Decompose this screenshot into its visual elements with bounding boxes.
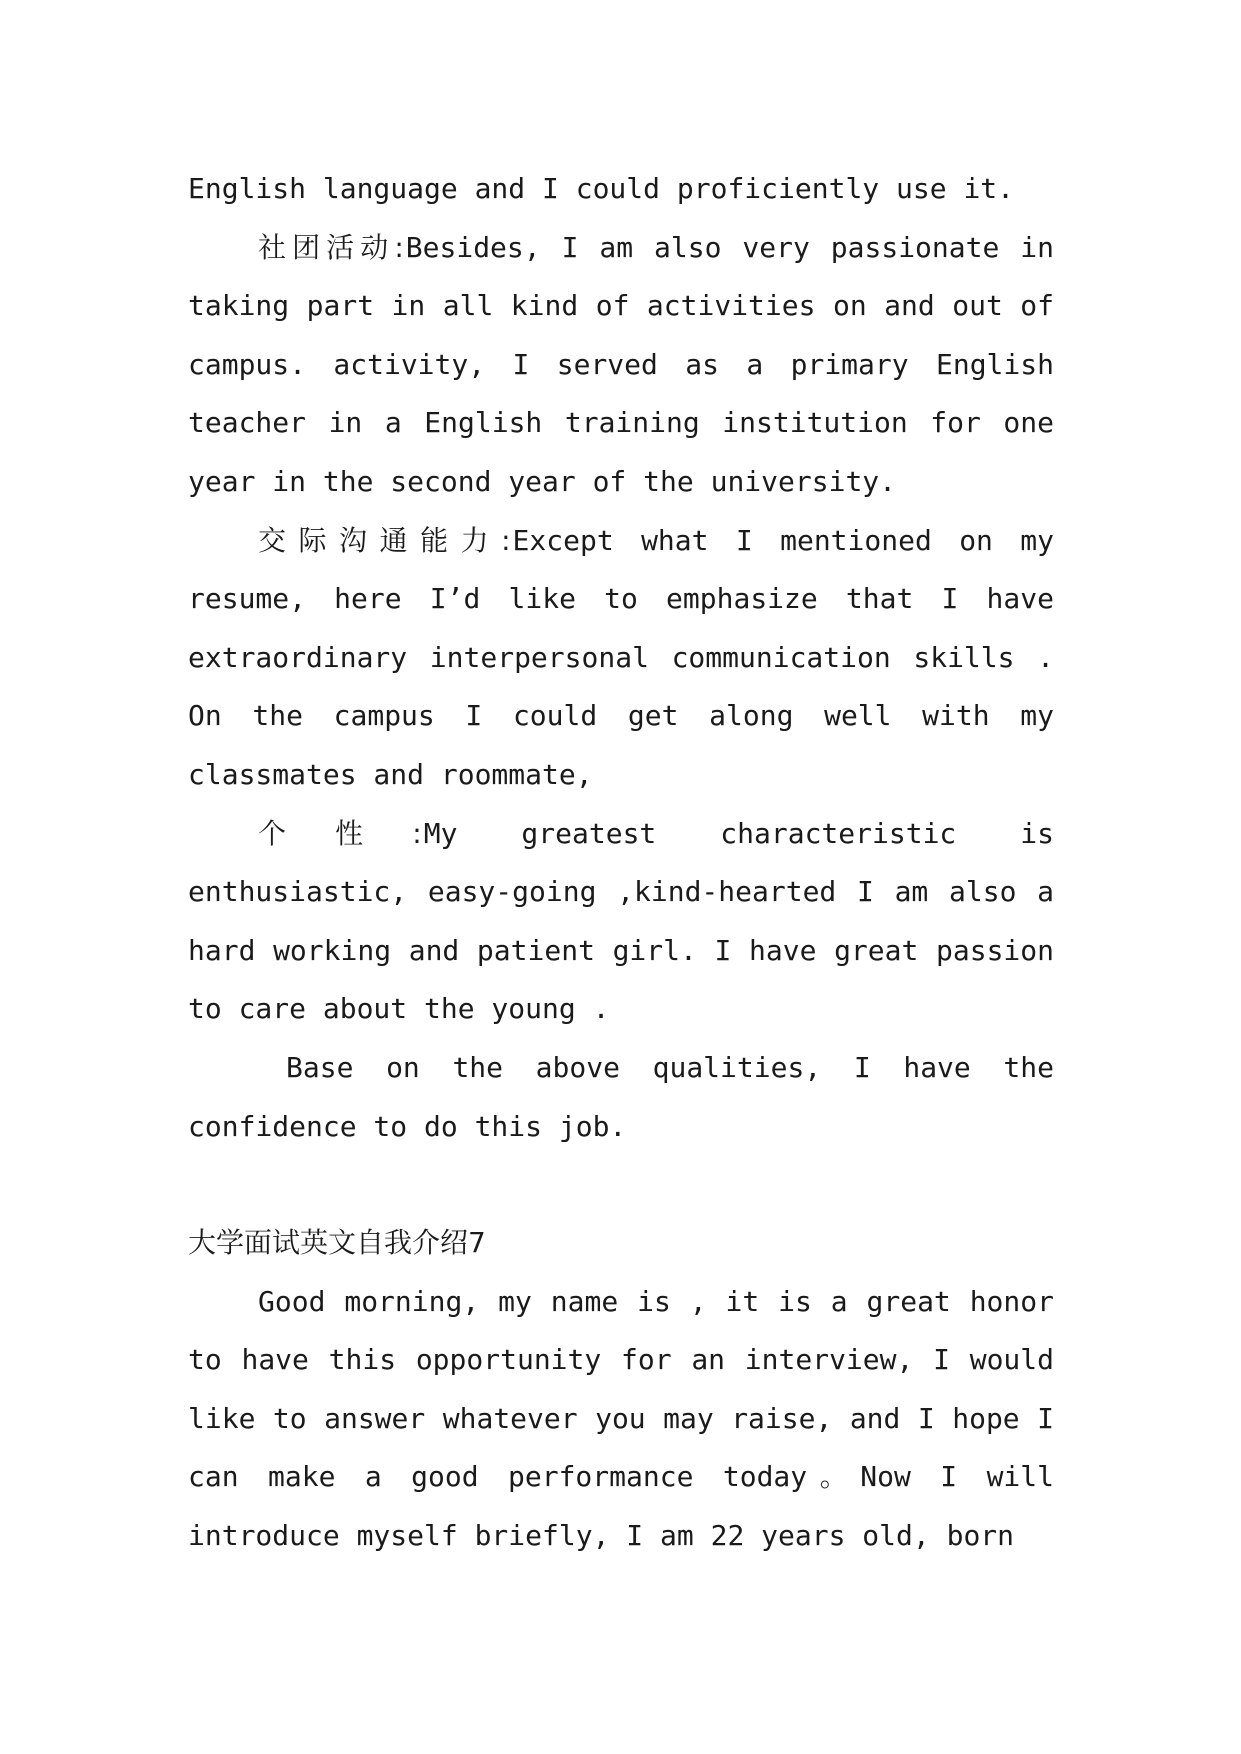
document-body bbox=[188, 160, 1054, 1566]
paragraph-personality bbox=[188, 805, 1054, 1039]
paragraph-communication bbox=[188, 512, 1054, 805]
paragraph-label: 交际沟通能力: bbox=[258, 523, 513, 557]
paragraph-text: Except what I mentioned on my resume, here I’d like to emphasize that I have extraordinary interpersonal communication skills . On the campus I could get along well with my classmates and roommate, bbox=[188, 523, 1054, 791]
paragraph-language bbox=[188, 160, 1054, 219]
paragraph-conclusion bbox=[188, 1039, 1054, 1156]
paragraph-intro bbox=[188, 1273, 1054, 1566]
paragraph-text: Good morning, my name is , it is a great honor to have this opportunity for an interview, I would like to answer whatever you may raise, and I hope I can make a good performance today。Now I will introduce myself briefly, I am 22 years old, born bbox=[188, 1284, 1054, 1553]
paragraph-label: 个性: bbox=[258, 816, 424, 850]
section-spacer bbox=[188, 1156, 1054, 1214]
paragraph-label: 社团活动: bbox=[258, 230, 406, 264]
paragraph-text: Base on the above qualities, I have the confidence to do this job. bbox=[188, 1050, 1054, 1143]
section-heading: 大学面试英文自我介绍7 bbox=[188, 1226, 486, 1260]
paragraph-activities bbox=[188, 219, 1054, 512]
paragraph-text: My greatest characteristic is enthusiastic, easy-going ,kind-hearted I am also a hard working and patient girl. I have great passion to care about the young . bbox=[188, 816, 1054, 1026]
paragraph-text: English language and I could proficiently use it. bbox=[188, 172, 1015, 205]
paragraph-text: Besides, I am also very passionate in taking part in all kind of activities on and out of campus. activity, I served as a primary English teacher in a English training institution for one year in the second year of the university. bbox=[188, 230, 1054, 498]
